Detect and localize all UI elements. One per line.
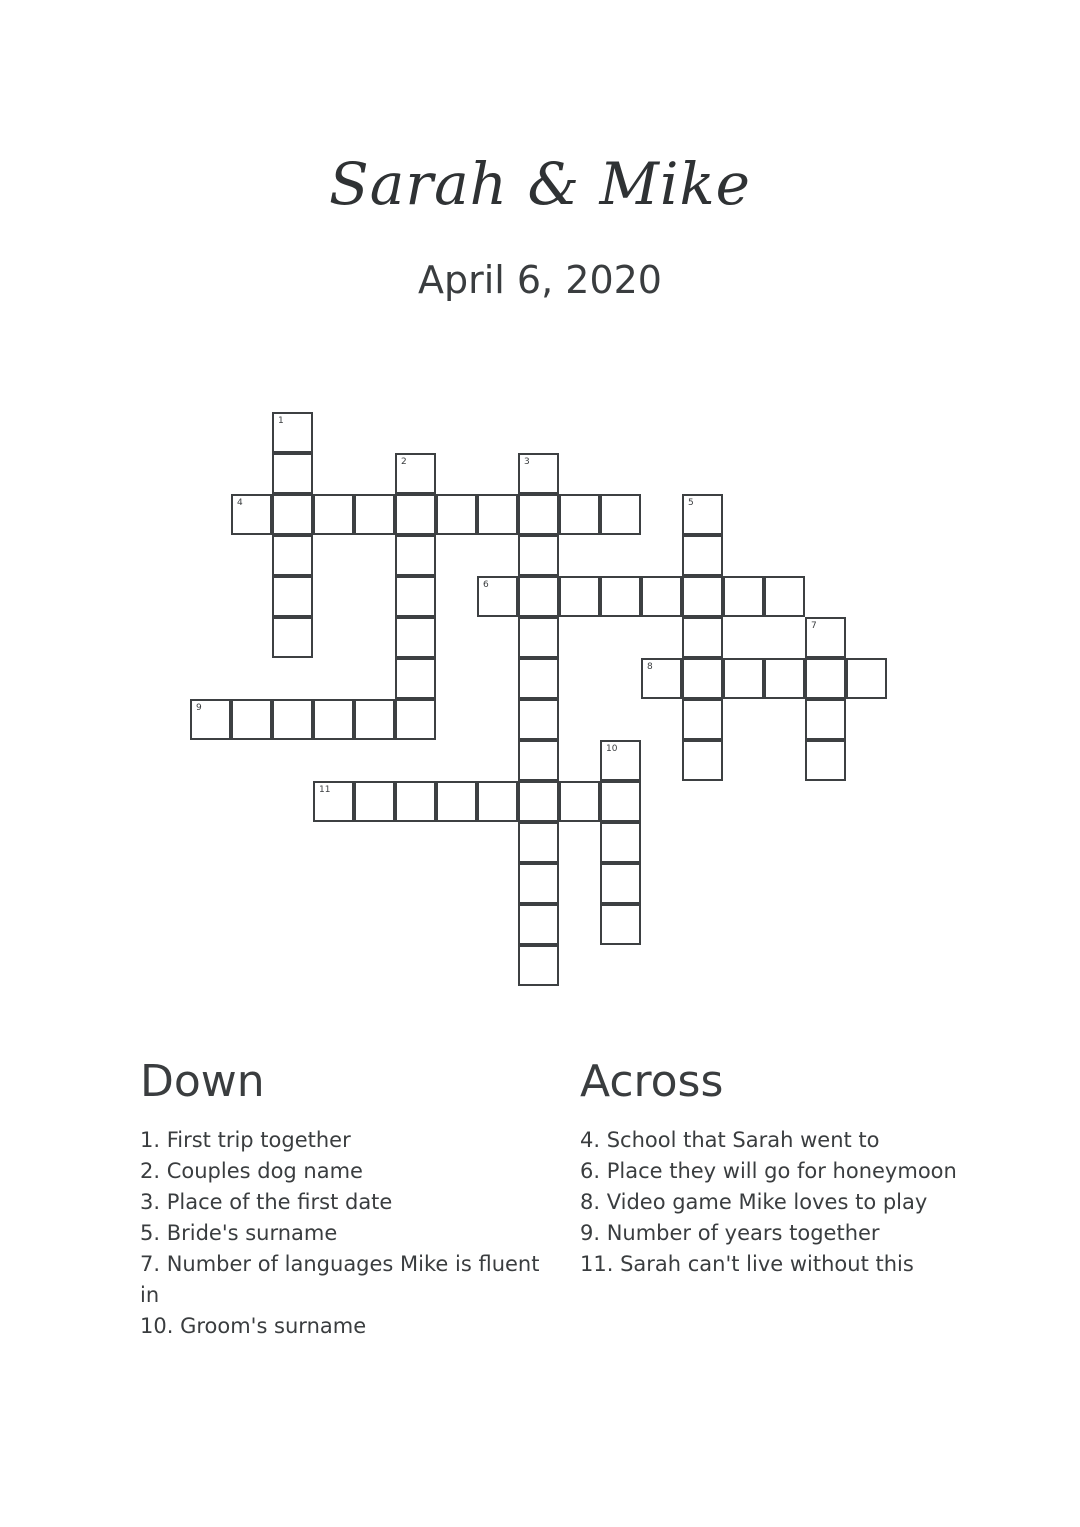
grid-cell-r4-c8[interactable] xyxy=(518,576,559,617)
clue-number-5: 5 xyxy=(688,498,694,508)
across-clue-8: 8. Video game Mike loves to play xyxy=(580,1190,928,1214)
clue-number-8: 8 xyxy=(647,662,653,672)
grid-cell-r2-c12[interactable] xyxy=(682,494,723,535)
grid-cell-r9-c7[interactable] xyxy=(477,781,518,822)
clue-number-1: 1 xyxy=(278,416,284,426)
grid-cell-r9-c3[interactable] xyxy=(313,781,354,822)
grid-cell-r5-c8[interactable] xyxy=(518,617,559,658)
grid-cell-r3-c2[interactable] xyxy=(272,535,313,576)
grid-cell-r9-c9[interactable] xyxy=(559,781,600,822)
clue-number-2: 2 xyxy=(401,457,407,467)
down-clues-section xyxy=(140,1055,560,1342)
grid-cell-r12-c8[interactable] xyxy=(518,904,559,945)
grid-cell-r11-c8[interactable] xyxy=(518,863,559,904)
grid-cell-r2-c7[interactable] xyxy=(477,494,518,535)
grid-cell-r8-c15[interactable] xyxy=(805,740,846,781)
across-clue-11: 11. Sarah can't live without this xyxy=(580,1252,914,1276)
grid-cell-r10-c8[interactable] xyxy=(518,822,559,863)
grid-cell-r9-c10[interactable] xyxy=(600,781,641,822)
grid-cell-r7-c4[interactable] xyxy=(354,699,395,740)
grid-cell-r4-c10[interactable] xyxy=(600,576,641,617)
grid-cell-r6-c13[interactable] xyxy=(723,658,764,699)
grid-cell-r6-c11[interactable] xyxy=(641,658,682,699)
clue-number-6: 6 xyxy=(483,580,489,590)
grid-cell-r2-c3[interactable] xyxy=(313,494,354,535)
grid-cell-r4-c12[interactable] xyxy=(682,576,723,617)
grid-cell-r5-c5[interactable] xyxy=(395,617,436,658)
clue-number-4: 4 xyxy=(237,498,243,508)
couple-names-title: Sarah & Mike xyxy=(329,150,751,218)
grid-cell-r7-c3[interactable] xyxy=(313,699,354,740)
grid-cell-r3-c5[interactable] xyxy=(395,535,436,576)
grid-cell-r5-c15[interactable] xyxy=(805,617,846,658)
grid-cell-r6-c15[interactable] xyxy=(805,658,846,699)
wedding-date: April 6, 2020 xyxy=(418,258,662,302)
down-clue-5: 5. Bride's surname xyxy=(140,1221,338,1245)
grid-cell-r6-c16[interactable] xyxy=(846,658,887,699)
down-clue-2: 2. Couples dog name xyxy=(140,1159,363,1183)
grid-cell-r2-c6[interactable] xyxy=(436,494,477,535)
grid-cell-r7-c12[interactable] xyxy=(682,699,723,740)
grid-cell-r2-c9[interactable] xyxy=(559,494,600,535)
grid-cell-r1-c8[interactable] xyxy=(518,453,559,494)
grid-cell-r7-c15[interactable] xyxy=(805,699,846,740)
grid-cell-r7-c0[interactable] xyxy=(190,699,231,740)
grid-cell-r5-c2[interactable] xyxy=(272,617,313,658)
clue-number-11: 11 xyxy=(319,785,331,795)
grid-cell-r8-c10[interactable] xyxy=(600,740,641,781)
across-clues-section xyxy=(580,1055,1000,1280)
down-clue-1: 1. First trip together xyxy=(140,1128,351,1152)
grid-cell-r9-c6[interactable] xyxy=(436,781,477,822)
grid-cell-r5-c12[interactable] xyxy=(682,617,723,658)
grid-cell-r7-c2[interactable] xyxy=(272,699,313,740)
clue-number-9: 9 xyxy=(196,703,202,713)
grid-cell-r4-c11[interactable] xyxy=(641,576,682,617)
clue-number-7: 7 xyxy=(811,621,817,631)
grid-cell-r2-c5[interactable] xyxy=(395,494,436,535)
grid-cell-r3-c12[interactable] xyxy=(682,535,723,576)
grid-cell-r9-c5[interactable] xyxy=(395,781,436,822)
clue-number-3: 3 xyxy=(524,457,530,467)
grid-cell-r4-c14[interactable] xyxy=(764,576,805,617)
grid-cell-r7-c1[interactable] xyxy=(231,699,272,740)
grid-cell-r9-c8[interactable] xyxy=(518,781,559,822)
across-clue-list xyxy=(580,1125,1000,1280)
grid-cell-r4-c2[interactable] xyxy=(272,576,313,617)
grid-cell-r4-c7[interactable] xyxy=(477,576,518,617)
grid-cell-r10-c10[interactable] xyxy=(600,822,641,863)
grid-cell-r9-c4[interactable] xyxy=(354,781,395,822)
across-clue-6: 6. Place they will go for honeymoon xyxy=(580,1159,957,1183)
down-clue-list xyxy=(140,1125,560,1342)
grid-cell-r8-c12[interactable] xyxy=(682,740,723,781)
grid-cell-r11-c10[interactable] xyxy=(600,863,641,904)
grid-cell-r7-c8[interactable] xyxy=(518,699,559,740)
grid-cell-r0-c2[interactable] xyxy=(272,412,313,453)
grid-cell-r4-c9[interactable] xyxy=(559,576,600,617)
grid-cell-r6-c5[interactable] xyxy=(395,658,436,699)
down-clue-7: 7. Number of languages Mike is fluent in xyxy=(140,1252,540,1307)
grid-cell-r1-c2[interactable] xyxy=(272,453,313,494)
grid-cell-r12-c10[interactable] xyxy=(600,904,641,945)
grid-cell-r6-c8[interactable] xyxy=(518,658,559,699)
grid-cell-r2-c4[interactable] xyxy=(354,494,395,535)
grid-cell-r2-c8[interactable] xyxy=(518,494,559,535)
grid-cell-r6-c14[interactable] xyxy=(764,658,805,699)
across-heading: Across xyxy=(580,1056,724,1107)
grid-cell-r1-c5[interactable] xyxy=(395,453,436,494)
grid-cell-r2-c2[interactable] xyxy=(272,494,313,535)
down-clue-3: 3. Place of the first date xyxy=(140,1190,393,1214)
clue-number-10: 10 xyxy=(606,744,618,754)
grid-cell-r2-c10[interactable] xyxy=(600,494,641,535)
grid-cell-r4-c13[interactable] xyxy=(723,576,764,617)
grid-cell-r4-c5[interactable] xyxy=(395,576,436,617)
across-clue-4: 4. School that Sarah went to xyxy=(580,1128,880,1152)
grid-cell-r7-c5[interactable] xyxy=(395,699,436,740)
across-clue-9: 9. Number of years together xyxy=(580,1221,880,1245)
grid-cell-r3-c8[interactable] xyxy=(518,535,559,576)
down-heading: Down xyxy=(140,1056,265,1107)
grid-cell-r13-c8[interactable] xyxy=(518,945,559,986)
grid-cell-r6-c12[interactable] xyxy=(682,658,723,699)
grid-cell-r2-c1[interactable] xyxy=(231,494,272,535)
down-clue-10: 10. Groom's surname xyxy=(140,1314,367,1338)
grid-cell-r8-c8[interactable] xyxy=(518,740,559,781)
